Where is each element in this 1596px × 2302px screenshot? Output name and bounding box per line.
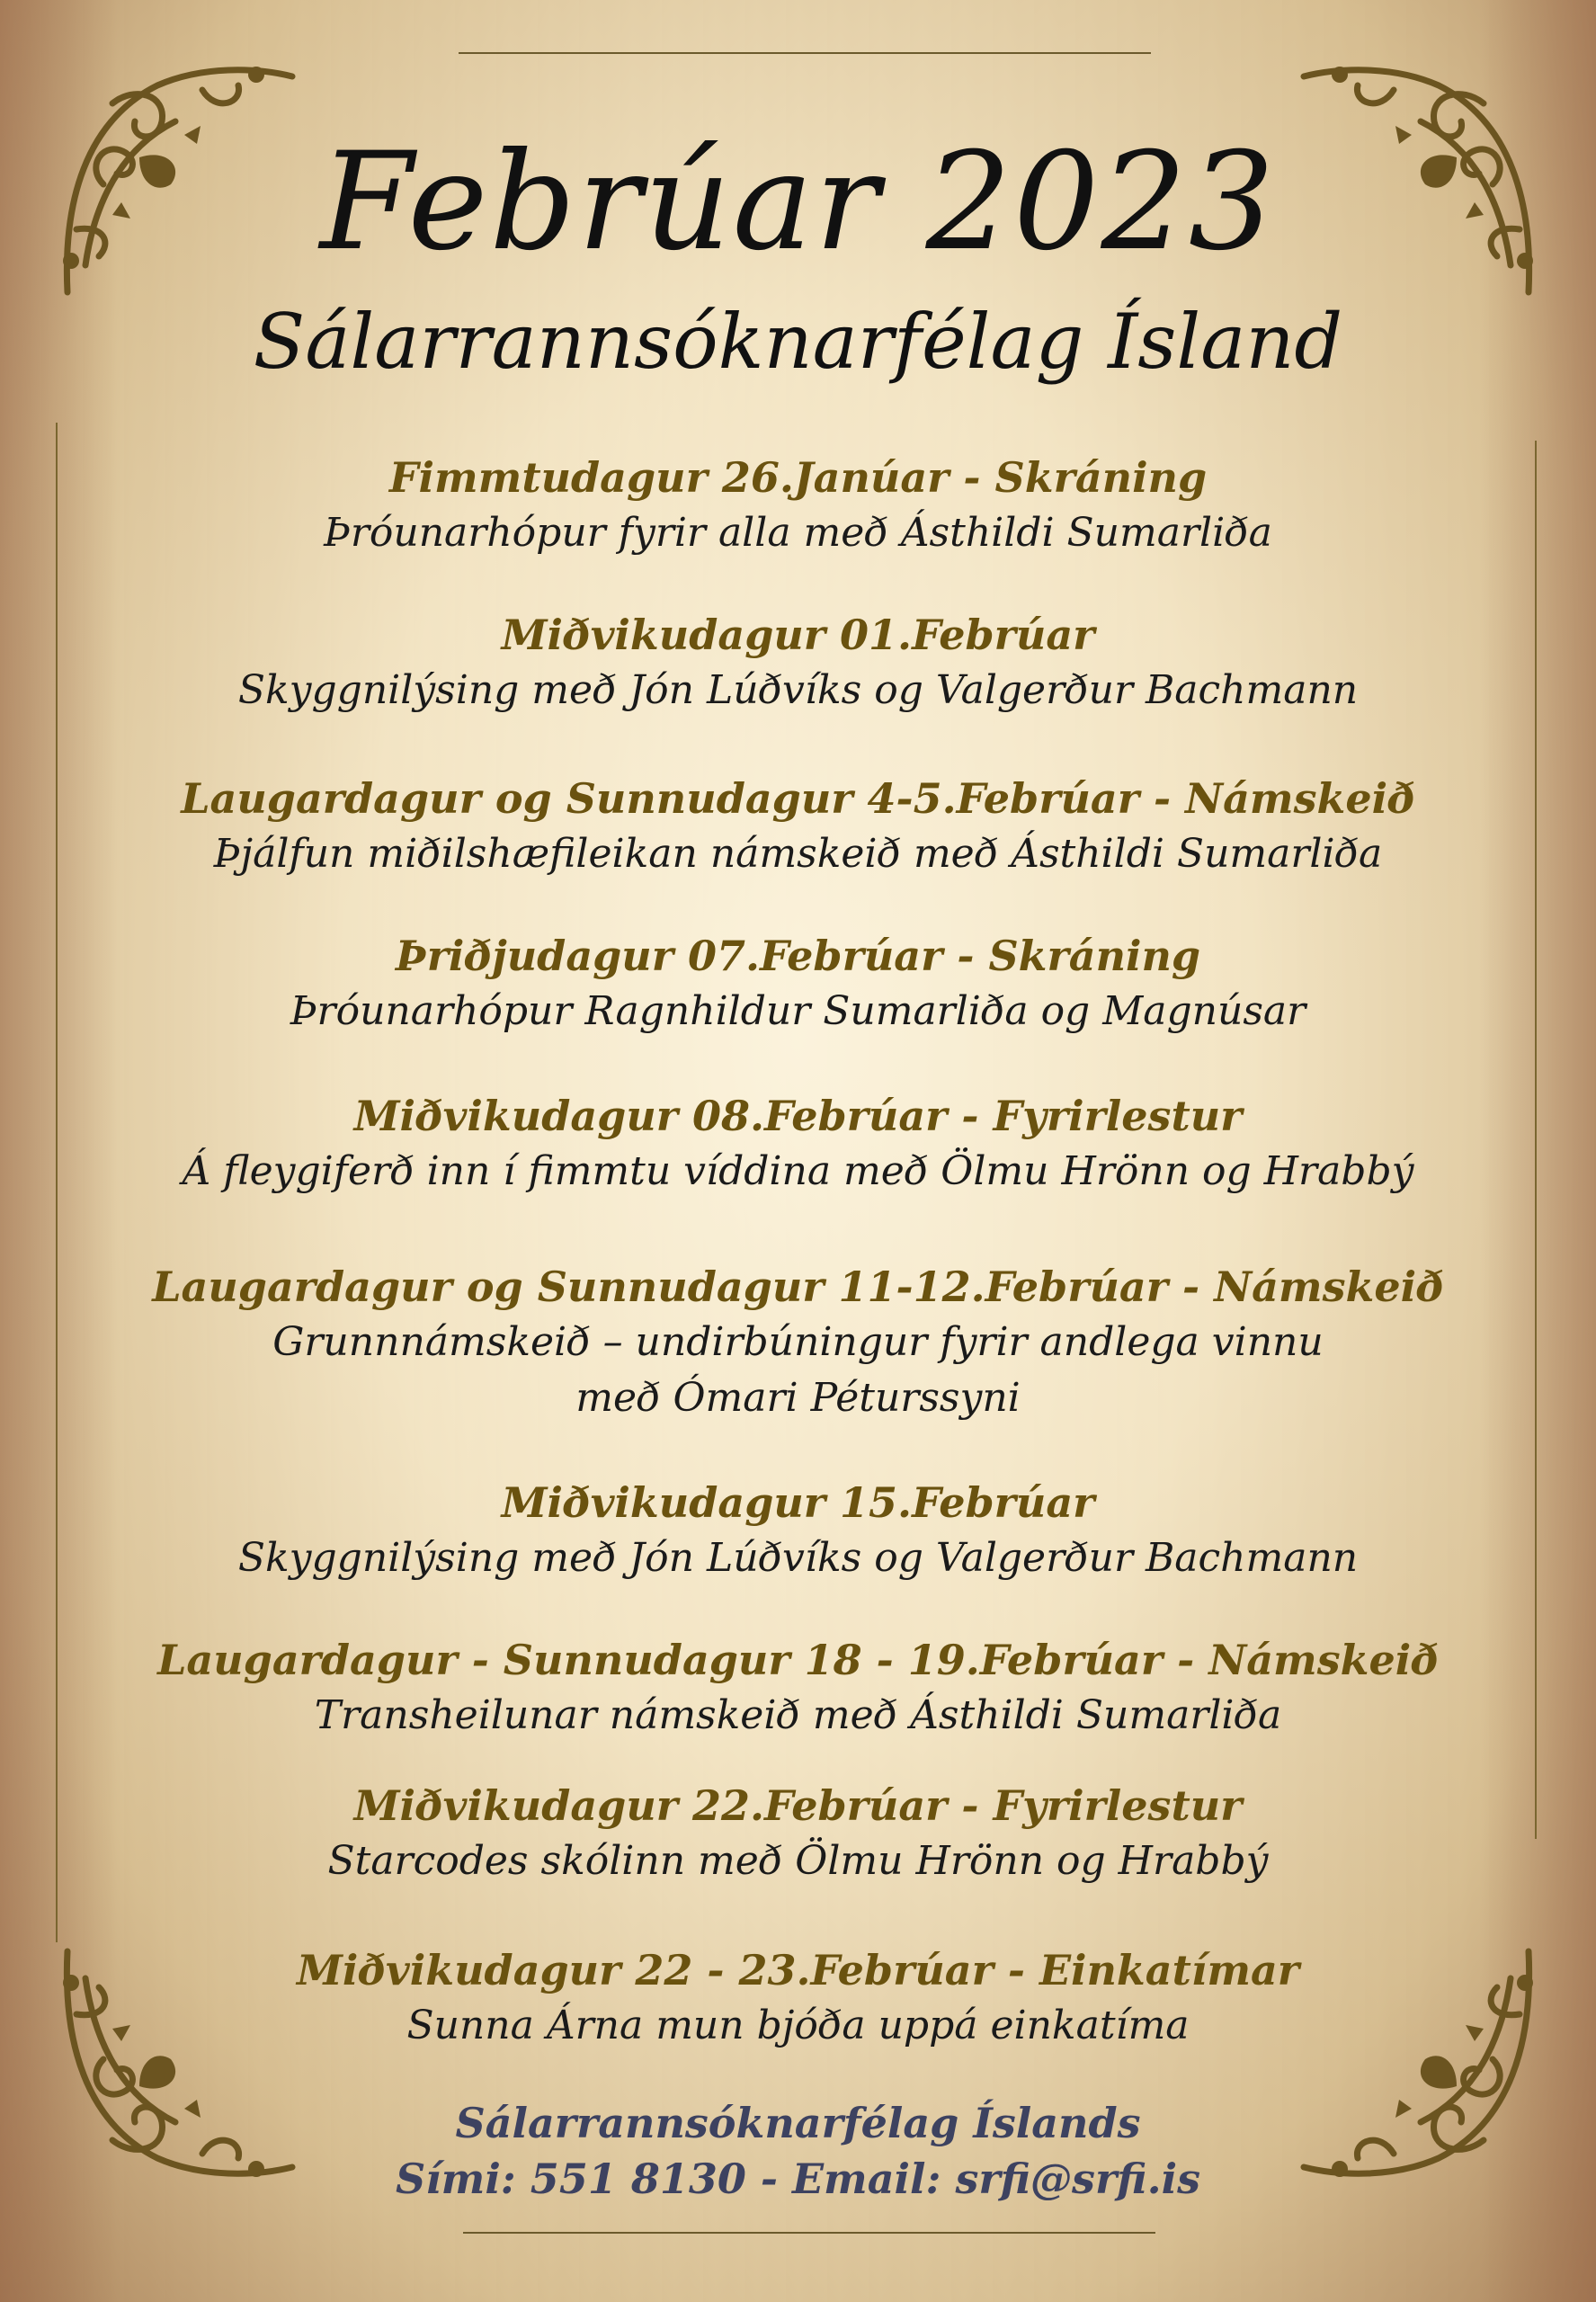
event-description: Transheilunar námskeið með Ásthildi Sumarliða — [314, 1692, 1282, 1738]
event-heading: Miðvikudagur 08.Febrúar - Fyrirlestur — [353, 1092, 1243, 1140]
event-heading: Miðvikudagur 01.Febrúar — [501, 611, 1095, 659]
event-description: Skyggnilýsing með Jón Lúðvíks og Valgerður Bachmann — [237, 667, 1359, 713]
event-heading: Þriðjudagur 07.Febrúar - Skráning — [395, 932, 1201, 980]
event-description: með Ómari Péturssyni — [575, 1375, 1021, 1421]
event-item — [0, 1259, 1596, 1426]
event-item — [0, 450, 1596, 561]
event-item — [0, 1475, 1596, 1586]
event-heading: Miðvikudagur 15.Febrúar — [501, 1478, 1095, 1527]
event-item — [0, 1632, 1596, 1744]
event-description: Þróunarhópur Ragnhildur Sumarliða og Magnúsar — [290, 988, 1306, 1034]
page-subtitle: Sálarrannsóknarfélag Ísland — [253, 298, 1343, 386]
footer-contact: Sími: 551 8130 - Email: srfi@srfi.is — [395, 2155, 1201, 2203]
event-item — [0, 607, 1596, 718]
event-description: Þróunarhópur fyrir alla með Ásthildi Sumarliða — [324, 510, 1272, 556]
event-heading: Miðvikudagur 22 - 23.Febrúar - Einkatímar — [296, 1946, 1300, 1994]
event-description: Sunna Árna mun bjóða uppá einkatíma — [406, 2003, 1190, 2048]
footer-organization: Sálarrannsóknarfélag Íslands — [455, 2099, 1141, 2147]
event-item — [0, 771, 1596, 882]
event-item — [0, 1088, 1596, 1200]
event-item — [0, 1778, 1596, 1889]
event-description: Skyggnilýsing með Jón Lúðvíks og Valgerður Bachmann — [237, 1535, 1359, 1581]
event-description: Grunnnámskeið – undirbúningur fyrir andlega vinnu — [272, 1319, 1324, 1365]
page-title: Febrúar 2023 — [319, 124, 1277, 281]
event-heading: Laugardagur - Sunnudagur 18 - 19.Febrúar - Námskeið — [157, 1636, 1439, 1684]
event-description: Á fleygiferð inn í fimmtu víddina með Ölmu Hrönn og Hrabbý — [182, 1148, 1414, 1194]
event-heading: Miðvikudagur 22.Febrúar - Fyrirlestur — [353, 1781, 1243, 1830]
event-heading: Laugardagur og Sunnudagur 11-12.Febrúar - Námskeið — [152, 1263, 1444, 1311]
event-heading: Fimmtudagur 26.Janúar - Skráning — [388, 453, 1208, 502]
top-divider — [459, 52, 1151, 54]
footer — [0, 2095, 1596, 2207]
event-item — [0, 1942, 1596, 2054]
bottom-divider — [463, 2232, 1155, 2234]
event-description: Starcodes skólinn með Ölmu Hrönn og Hrabbý — [327, 1838, 1269, 1884]
event-heading: Laugardagur og Sunnudagur 4-5.Febrúar - Námskeið — [181, 774, 1415, 823]
event-item — [0, 928, 1596, 1039]
event-description: Þjálfun miðilshæfileikan námskeið með Ásthildi Sumarliða — [213, 831, 1383, 877]
